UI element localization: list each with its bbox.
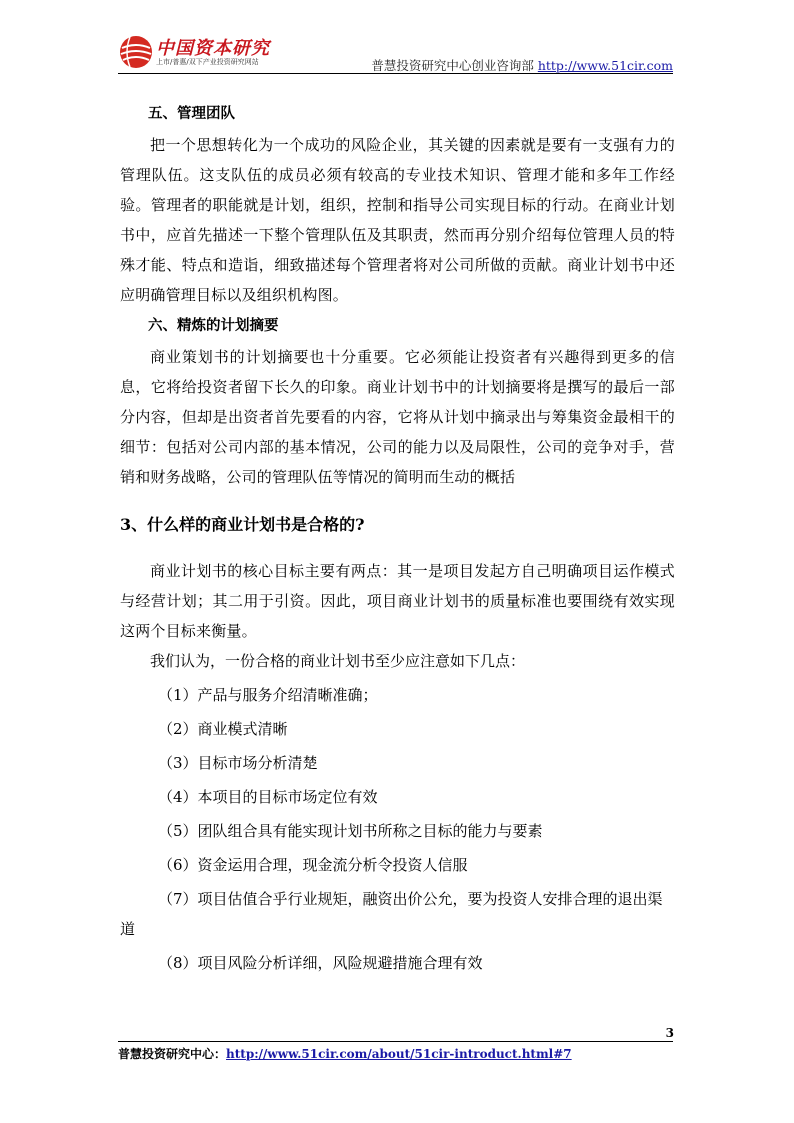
logo-title: 中国资本研究	[156, 38, 270, 59]
footer-url-link[interactable]: http://www.51cir.com/about/51cir-introduct.html#7	[226, 1047, 572, 1061]
header-org	[371, 56, 673, 74]
list-item: （2）商业模式清晰	[158, 720, 288, 738]
document-body	[120, 98, 675, 982]
header-org-name: 普慧投资研究中心创业咨询部	[371, 58, 534, 73]
paragraph-management: 把一个思想转化为一个成功的风险企业，其关键的因素就是要有一支强有力的管理队伍。这支队伍的成员必须有较高的专业技术知识、管理才能和多年工作经验。管理者的职能就是计划，组织，控制和指导公司实现目标的行动。在商业计划书中，应首先描述一下整个管理队伍及其职责，然而再分别介绍每位管理人员的特殊才能、特点和造诣，细致描述每个管理者将对公司所做的贡献。商业计划书中还应明确管理目标以及组织机构图。	[120, 136, 675, 304]
paragraph-summary: 商业策划书的计划摘要也十分重要。它必须能让投资者有兴趣得到更多的信息，它将给投资者留下长久的印象。商业计划书中的计划摘要将是撰写的最后一部分内容，但却是出资者首先要看的内容，它将从计划中摘录出与筹集资金最相干的细节：包括对公司内部的基本情况，公司的能力以及局限性，公司的竞争对手，营销和财务战略，公司的管理队伍等情况的简明而生动的概括	[120, 348, 675, 486]
section-heading-management: 五、管理团队	[148, 106, 235, 122]
header-divider	[118, 73, 673, 74]
paragraph-intro-list: 我们认为，一份合格的商业计划书至少应注意如下几点：	[150, 652, 526, 670]
page-footer	[118, 1045, 572, 1062]
list-item: （3）目标市场分析清楚	[158, 754, 318, 772]
list-item: （8）项目风险分析详细，风险规避措施合理有效	[158, 954, 483, 972]
list-item: （7）项目估值合乎行业规矩，融资出价公允，要为投资人安排合理的退出渠道	[120, 890, 663, 938]
section-heading-summary: 六、精炼的计划摘要	[148, 318, 279, 334]
list-item: （1）产品与服务介绍清晰准确；	[158, 686, 378, 704]
list-item: （6）资金运用合理，现金流分析令投资人信服	[158, 856, 468, 874]
list-item: （5）团队组合具有能实现计划书所称之目标的能力与要素	[158, 822, 543, 840]
header-url-link[interactable]: http://www.51cir.com	[537, 58, 673, 73]
paragraph-core-goals: 商业计划书的核心目标主要有两点：其一是项目发起方自己明确项目运作模式与经营计划；其二用于引资。因此，项目商业计划书的质量标准也要围绕有效实现这两个目标来衡量。	[120, 562, 675, 640]
page-number: 3	[665, 1026, 674, 1040]
footer-divider	[118, 1041, 673, 1042]
footer-label: 普慧投资研究中心：	[118, 1047, 227, 1061]
question-heading: 3、什么样的商业计划书是合格的?	[120, 515, 365, 534]
logo	[118, 30, 318, 74]
list-item: （4）本项目的目标市场定位有效	[158, 788, 378, 806]
logo-globe-icon	[118, 34, 154, 70]
page-header	[118, 30, 673, 74]
logo-subtitle: 上市/普惠/双下产业投资研究网站	[156, 58, 259, 66]
